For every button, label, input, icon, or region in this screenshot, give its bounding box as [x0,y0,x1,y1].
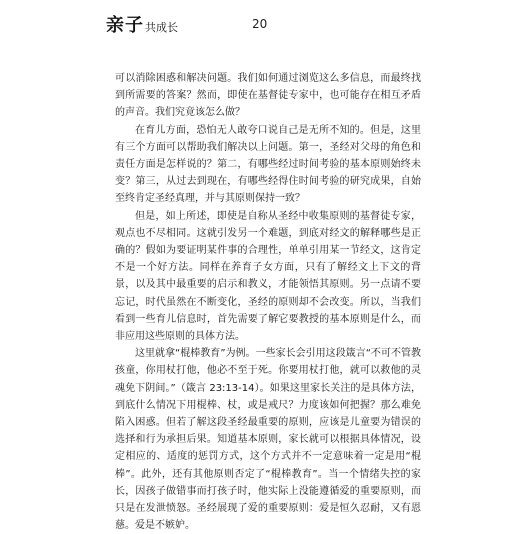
page-header [0,0,520,44]
logo-main-text: 亲子 [106,15,144,36]
paragraph-1: 可以消除困惑和解决问题。我们如何通过浏览这么多信息，而最终找到所需要的答案？然而，即使在基督徒专家中，也可能存在相互矛盾的声音。我们究竟该怎么做？ [115,73,421,119]
book-logo [106,11,178,37]
paragraph-4: 这里就拿“棍棒教育”为例。一些家长会引用这段箴言“不可不管教孩童，你用杖打他，他必不至于死。你要用杖打他，就可以救他的灵魂免下阴间。”（箴言 23:13-14）。如果这里家长关注的是具体方法，到底什么情况下用棍棒、杖，或是戒尺？力度该如何把握？那么难免陷入困惑。但若了解这段圣经最重要的原则，应该是儿童要为错误的选择和行为承担后果。知道基本原则，家长就可以根据具体情况，设定相应的、适度的惩罚方式，这个方式并不一定意味着一定是用“棍棒”。此外，还有其他原则否定了“棍棒教育”。当一个情绪失控的家长，因孩子做错事而打孩子时，他实际上没能遵循爱的重要原则，而只是在发泄愤怒。圣经展现了爱的重要原则：爱是恒久忍耐，又有恩慈。爱是不嫉妒。 [115,348,421,532]
paragraph-2: 在育儿方面，恐怕无人敢夸口说自己是无所不知的。但是，这里有三个方面可以帮助我们解决以上问题。第一，圣经对父母的角色和责任方面是怎样说的？第二，有哪些经过时间考验的基本原则始终未变？第三，从过去到现在，有哪些经得住时间考验的研究成果，自始至终肯定圣经真理，并与其原则保持一致？ [115,124,421,205]
body-text [115,70,421,534]
paragraph-3: 但是，如上所述，即使是自称从圣经中收集原则的基督徒专家，观点也不尽相同。这就引发另一个难题，到底对经文的解释哪些是正确的？假如为要证明某件事的合理性，单单引用某一节经文，这肯定不是一个好方法。同样在养育子女方面，只有了解经文上下文的背景，以及其中最重要的启示和教义，才能领悟其原则。另一点请不要忘记，时代虽然在不断变化，圣经的原则却不会改变。所以，当我们看到一些育儿信息时，首先需要了解它要教授的基本原则是什么，而非应用这些原则的具体方法。 [115,210,421,343]
page-number: 20 [252,17,268,31]
logo-sub-text: 共成长 [145,21,178,34]
